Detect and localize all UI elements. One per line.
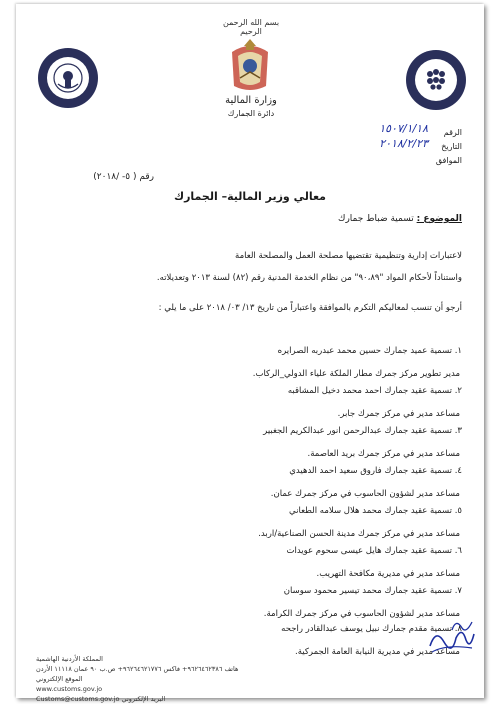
footer-email[interactable]: البريد الإلكتروني Customs@customs.gov.jo bbox=[36, 695, 166, 703]
list-item bbox=[32, 464, 462, 501]
item-role: مساعد مدير في مديرية مكافحة التهريب. bbox=[316, 569, 460, 579]
reference-block bbox=[332, 122, 462, 168]
footer-website[interactable]: www.customs.gov.jo bbox=[36, 685, 103, 693]
list-item bbox=[32, 344, 462, 381]
reference-number: رقم ( ٥- /٢٠١٨) bbox=[93, 172, 154, 182]
item-name: ٣. تسمية عقيد جمارك عبدالرحمن انور عبدالكريم الجغبير bbox=[263, 426, 462, 436]
footer bbox=[36, 654, 256, 704]
subject-label: الموضوع : bbox=[416, 214, 462, 224]
department-title: دائرة الجمارك bbox=[227, 109, 275, 118]
item-name: ٦. تسمية عقيد جمارك هايل عيسى سحوم عويدات bbox=[286, 546, 462, 556]
paragraph-2: واستناداً لأحكام المواد "٩٠،٨٩" من نظام الخدمة المدنية رقم (٨٢) لسنة ٢٠١٣ وتعديلاته. bbox=[156, 273, 462, 283]
addressee: معالي وزير المالية– الجمارك bbox=[174, 190, 326, 203]
list-item bbox=[32, 544, 462, 581]
item-name: ٥. تسمية عقيد جمارك محمد هلال سلامه الطعاني bbox=[289, 506, 462, 516]
list-item bbox=[32, 424, 462, 461]
number-label: الرقم bbox=[443, 128, 462, 137]
basmala: بسم الله الرحمن الرحيم bbox=[222, 18, 280, 36]
item-name: ٢. تسمية عقيد جمارك احمد محمد دخيل المشاقبه bbox=[287, 386, 462, 396]
letter-page bbox=[16, 4, 484, 703]
subject-text: تسمية ضباط جمارك bbox=[338, 214, 414, 224]
item-name: ٤. تسمية عقيد جمارك فاروق سعيد احمد الدهيدي bbox=[289, 466, 462, 476]
subject-line bbox=[338, 214, 462, 224]
item-role: مدير تطوير مركز جمرك مطار الملكة علياء الدولي_الركاب. bbox=[252, 369, 460, 379]
item-role: مساعد مدير لشؤون الحاسوب في مركز جمرك عمان. bbox=[270, 489, 460, 499]
item-role: مساعد مدير في مركز جمرك مدينة الحسن الصناعية/اربد. bbox=[258, 529, 460, 539]
footer-contact: هاتف ٩٦٢٦٤٦٢٣٨٦+ فاكس ٩٦٢٦٤٦٢١٧٧٦+ ص.ب ٩٠ عمان ١١١١٨ الأردن الموقع الإلكتروني bbox=[36, 665, 239, 683]
item-role: مساعد مدير في مركز جمرك جابر. bbox=[337, 409, 460, 419]
corresponding-label: الموافق bbox=[435, 156, 462, 165]
date-value: ٢٠١٨/٢/٢٣ bbox=[379, 137, 428, 150]
ministry-title: وزارة المالية bbox=[225, 95, 277, 106]
number-value: ١٥٠٧/١/١٨ bbox=[379, 122, 428, 135]
footer-kingdom: المملكة الأردنية الهاشمية bbox=[36, 655, 103, 663]
ministry-name bbox=[186, 94, 316, 120]
list-item bbox=[32, 504, 462, 541]
item-role: مساعد مدير في مديرية النيابة العامة الجمركية. bbox=[295, 647, 460, 657]
item-role: مساعد مدير في مركز جمرك بريد العاصمة. bbox=[307, 449, 460, 459]
date-label: التاريخ bbox=[441, 142, 462, 151]
item-name: ٨. تسمية مقدم جمارك نبيل يوسف عبدالقادر راجحه bbox=[281, 624, 462, 634]
jordan-emblem-icon bbox=[226, 38, 274, 94]
list-item bbox=[32, 384, 462, 421]
paragraph-3: أرجو أن تنسب لمعاليكم التكرم بالموافقة واعتباراً من تاريخ ١٣/ ٠٣/ ٢٠١٨ على ما يلي : bbox=[158, 303, 462, 313]
right-seal-icon bbox=[404, 48, 468, 112]
initial-mark-icon bbox=[448, 614, 476, 638]
item-role: مساعد مدير لشؤون الحاسوب في مركز جمرك الكرامة. bbox=[263, 609, 460, 619]
paragraph-1: لاعتبارات إدارية وتنظيمية تقتضيها مصلحة العمل والمصلحة العامة bbox=[235, 251, 462, 261]
list-item bbox=[32, 584, 462, 621]
left-seal-icon bbox=[36, 46, 100, 110]
item-name: ١. تسمية عميد جمارك حسين محمد عبدربه الصرايره bbox=[277, 346, 462, 356]
item-name: ٧. تسمية عقيد جمارك محمد تيسير محمود سوسان bbox=[283, 586, 462, 596]
